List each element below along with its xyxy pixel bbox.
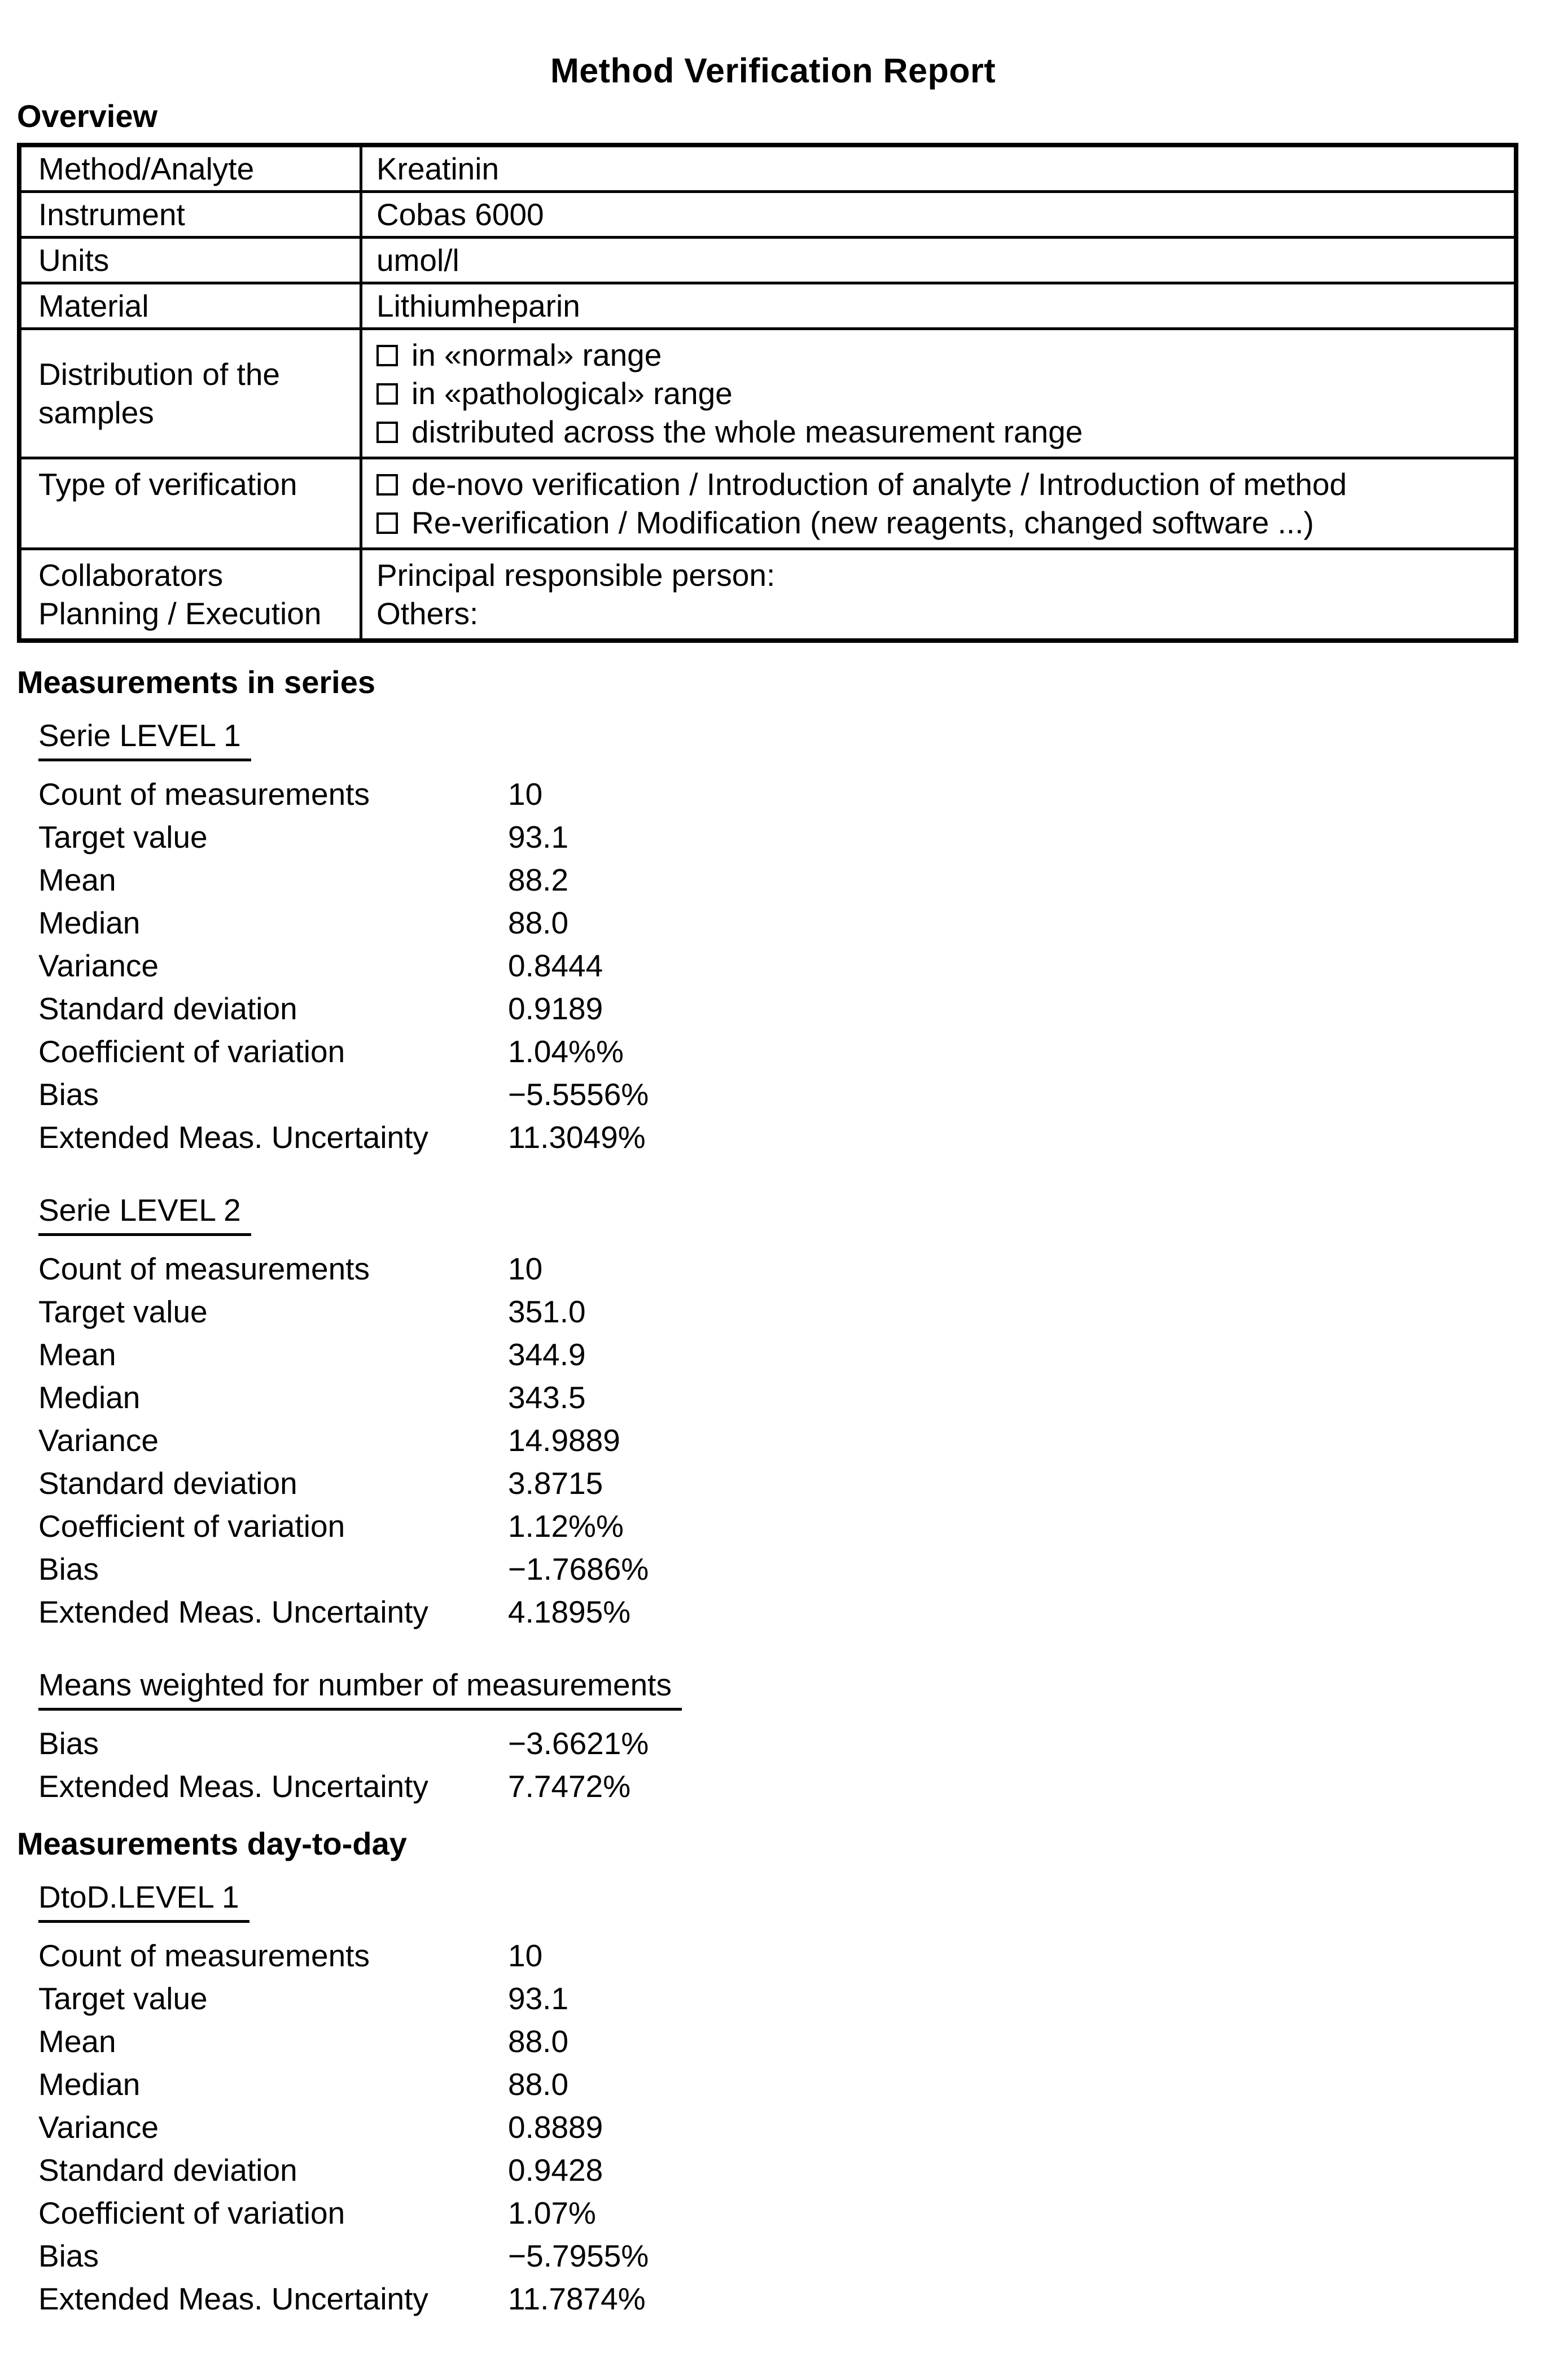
- stat-row: [38, 987, 1529, 1030]
- stat-row: [38, 1765, 1529, 1808]
- stat-row: [38, 1030, 1529, 1073]
- stat-row: [38, 1505, 1529, 1548]
- stat-value: 1.12%%: [508, 1509, 624, 1544]
- row-value: [362, 459, 1514, 547]
- daytoday-section-heading: Measurements day-to-day: [17, 1826, 407, 1861]
- stat-row: [38, 1934, 1529, 1977]
- table-row-verification-type: [21, 457, 1514, 547]
- serie-level1-group: [38, 701, 1529, 1159]
- stat-value: 0.8444: [508, 948, 603, 983]
- serie-level2-subheading: Serie LEVEL 2: [38, 1191, 251, 1236]
- stat-row: [38, 1977, 1529, 2020]
- stat-row: [38, 2277, 1529, 2320]
- stat-label: Extended Meas. Uncertainty: [38, 1120, 428, 1155]
- stat-value: 0.9428: [508, 2153, 603, 2188]
- stat-row: [38, 1722, 1529, 1765]
- stat-label: Mean: [38, 862, 116, 897]
- stat-row: [38, 816, 1529, 858]
- label-text: Planning / Execution: [38, 596, 322, 631]
- stat-label: Mean: [38, 1337, 116, 1372]
- stat-label: Bias: [38, 2238, 99, 2273]
- stat-row: [38, 2149, 1529, 2191]
- weighted-means-subheading: Means weighted for number of measurements: [38, 1666, 682, 1711]
- value-text: Cobas 6000: [376, 197, 544, 232]
- stat-row: [38, 2063, 1529, 2106]
- row-label: [21, 239, 362, 282]
- stat-value: 7.7472%: [508, 1769, 631, 1804]
- checkbox-label: de-novo verification / Introduction of analyte / Introduction of method: [411, 467, 1347, 502]
- stat-value: 11.3049%: [508, 1120, 646, 1155]
- label-text: Distribution of the: [38, 357, 280, 392]
- stat-value: −3.6621%: [508, 1726, 649, 1761]
- stat-value: 344.9: [508, 1337, 586, 1372]
- stat-value: 11.7874%: [508, 2281, 646, 2316]
- stat-value: 10: [508, 777, 543, 812]
- row-value: [362, 239, 1514, 282]
- label-text: Type of verification: [38, 467, 297, 502]
- stat-label: Target value: [38, 1294, 208, 1329]
- label-text: Instrument: [38, 197, 185, 232]
- stat-label: Median: [38, 2067, 141, 2102]
- stat-label: Bias: [38, 1726, 99, 1761]
- stat-value: 3.8715: [508, 1466, 603, 1501]
- dtod-level1-group: [38, 1862, 1529, 2320]
- stat-row: [38, 1333, 1529, 1376]
- stat-label: Mean: [38, 2024, 116, 2059]
- stat-value: 93.1: [508, 819, 569, 854]
- stat-value: 14.9889: [508, 1423, 620, 1458]
- row-label: [21, 459, 362, 547]
- checkbox-whole-range-icon[interactable]: [376, 422, 398, 443]
- stat-row: [38, 1247, 1529, 1290]
- stat-row: [38, 773, 1529, 816]
- row-value: [362, 330, 1514, 457]
- dtod-level1-subheading: DtoD.LEVEL 1: [38, 1878, 249, 1923]
- stat-value: 88.0: [508, 2024, 569, 2059]
- stat-row: [38, 944, 1529, 987]
- stat-row: [38, 1590, 1529, 1633]
- table-row-method-analyte: [21, 147, 1514, 190]
- stat-row: [38, 1073, 1529, 1116]
- stat-value: 88.0: [508, 2067, 569, 2102]
- stat-label: Bias: [38, 1077, 99, 1112]
- row-label: [21, 550, 362, 638]
- row-value: [362, 147, 1514, 190]
- page-title: Method Verification Report: [550, 51, 996, 90]
- stat-label: Variance: [38, 2110, 159, 2145]
- stat-value: −1.7686%: [508, 1551, 649, 1586]
- stat-value: −5.5556%: [508, 1077, 649, 1112]
- stat-value: 0.9189: [508, 991, 603, 1026]
- stat-label: Coefficient of variation: [38, 2195, 345, 2230]
- serie-level2-group: [38, 1159, 1529, 1633]
- overview-heading: Overview: [17, 98, 158, 134]
- stat-label: Coefficient of variation: [38, 1509, 345, 1544]
- stat-row: [38, 2106, 1529, 2149]
- responsible-person-line: Principal responsible person:: [376, 558, 776, 593]
- label-text: samples: [38, 395, 154, 430]
- stat-label: Median: [38, 1380, 141, 1415]
- stat-label: Standard deviation: [38, 1466, 297, 1501]
- stat-row: [38, 1290, 1529, 1333]
- checkbox-option-pathological-range: [376, 374, 1505, 413]
- stat-label: Extended Meas. Uncertainty: [38, 1769, 428, 1804]
- row-label: [21, 147, 362, 190]
- label-text: Material: [38, 288, 149, 323]
- stat-label: Standard deviation: [38, 991, 297, 1026]
- stat-row: [38, 2191, 1529, 2234]
- stat-label: Target value: [38, 1981, 208, 2016]
- stat-value: 1.04%%: [508, 1034, 624, 1069]
- value-text: Lithiumheparin: [376, 288, 580, 323]
- stat-row: [38, 858, 1529, 901]
- stat-value: 0.8889: [508, 2110, 603, 2145]
- dtod-level1-stats: [38, 1934, 1529, 2320]
- checkbox-label: in «normal» range: [411, 338, 662, 372]
- stat-value: 10: [508, 1251, 543, 1286]
- stat-value: 1.07%: [508, 2195, 596, 2230]
- label-text: Units: [38, 243, 110, 278]
- series-section-heading: Measurements in series: [17, 664, 375, 700]
- row-label: [21, 330, 362, 457]
- table-row-material: [21, 282, 1514, 327]
- value-text: Kreatinin: [376, 151, 500, 186]
- stat-row: [38, 1462, 1529, 1505]
- stat-label: Count of measurements: [38, 1251, 370, 1286]
- checkbox-label: Re-verification / Modification (new reagents, changed software ...): [411, 505, 1314, 540]
- stat-value: 10: [508, 1938, 543, 1973]
- row-value: [362, 550, 1514, 638]
- row-label: [21, 284, 362, 327]
- stat-row: [38, 901, 1529, 944]
- checkbox-re-verification-icon[interactable]: [376, 512, 398, 534]
- serie-level2-stats: [38, 1247, 1529, 1633]
- weighted-means-group: [38, 1633, 1529, 1808]
- stat-value: 343.5: [508, 1380, 586, 1415]
- checkbox-de-novo-icon[interactable]: [376, 474, 398, 496]
- stat-label: Coefficient of variation: [38, 1034, 345, 1069]
- checkbox-label: distributed across the whole measurement range: [411, 414, 1083, 449]
- row-value: [362, 193, 1514, 236]
- table-row-distribution: [21, 327, 1514, 457]
- serie-level1-subheading: Serie LEVEL 1: [38, 717, 251, 761]
- overview-table: [17, 143, 1518, 643]
- report-page: [0, 50, 1546, 2320]
- label-text: Collaborators: [38, 558, 224, 593]
- stat-row: [38, 1548, 1529, 1590]
- stat-label: Target value: [38, 819, 208, 854]
- checkbox-normal-range-icon[interactable]: [376, 345, 398, 366]
- stat-value: 93.1: [508, 1981, 569, 2016]
- others-line: Others:: [376, 596, 479, 631]
- table-row-collaborators: [21, 547, 1514, 638]
- checkbox-label: in «pathological» range: [411, 376, 733, 411]
- row-label: [21, 193, 362, 236]
- stat-label: Count of measurements: [38, 1938, 370, 1973]
- checkbox-pathological-range-icon[interactable]: [376, 383, 398, 405]
- serie-level1-stats: [38, 773, 1529, 1159]
- stat-row: [38, 1116, 1529, 1159]
- weighted-means-stats: [38, 1722, 1529, 1808]
- stat-value: 88.0: [508, 905, 569, 940]
- value-text: umol/l: [376, 243, 459, 278]
- stat-label: Variance: [38, 948, 159, 983]
- stat-label: Extended Meas. Uncertainty: [38, 1594, 428, 1629]
- table-row-instrument: [21, 190, 1514, 236]
- stat-value: 351.0: [508, 1294, 586, 1329]
- stat-row: [38, 2020, 1529, 2063]
- stat-value: 88.2: [508, 862, 569, 897]
- checkbox-option-re-verification: [376, 503, 1505, 542]
- stat-label: Median: [38, 905, 141, 940]
- table-row-units: [21, 236, 1514, 282]
- stat-row: [38, 2234, 1529, 2277]
- checkbox-option-normal-range: [376, 336, 1505, 374]
- stat-label: Standard deviation: [38, 2153, 297, 2188]
- stat-row: [38, 1419, 1529, 1462]
- stat-row: [38, 1376, 1529, 1419]
- checkbox-option-de-novo: [376, 465, 1505, 503]
- label-text: Method/Analyte: [38, 151, 255, 186]
- row-value: [362, 284, 1514, 327]
- checkbox-option-whole-range: [376, 413, 1505, 451]
- stat-label: Bias: [38, 1551, 99, 1586]
- stat-value: 4.1895%: [508, 1594, 631, 1629]
- stat-value: −5.7955%: [508, 2238, 649, 2273]
- stat-label: Variance: [38, 1423, 159, 1458]
- stat-label: Count of measurements: [38, 777, 370, 812]
- stat-label: Extended Meas. Uncertainty: [38, 2281, 428, 2316]
